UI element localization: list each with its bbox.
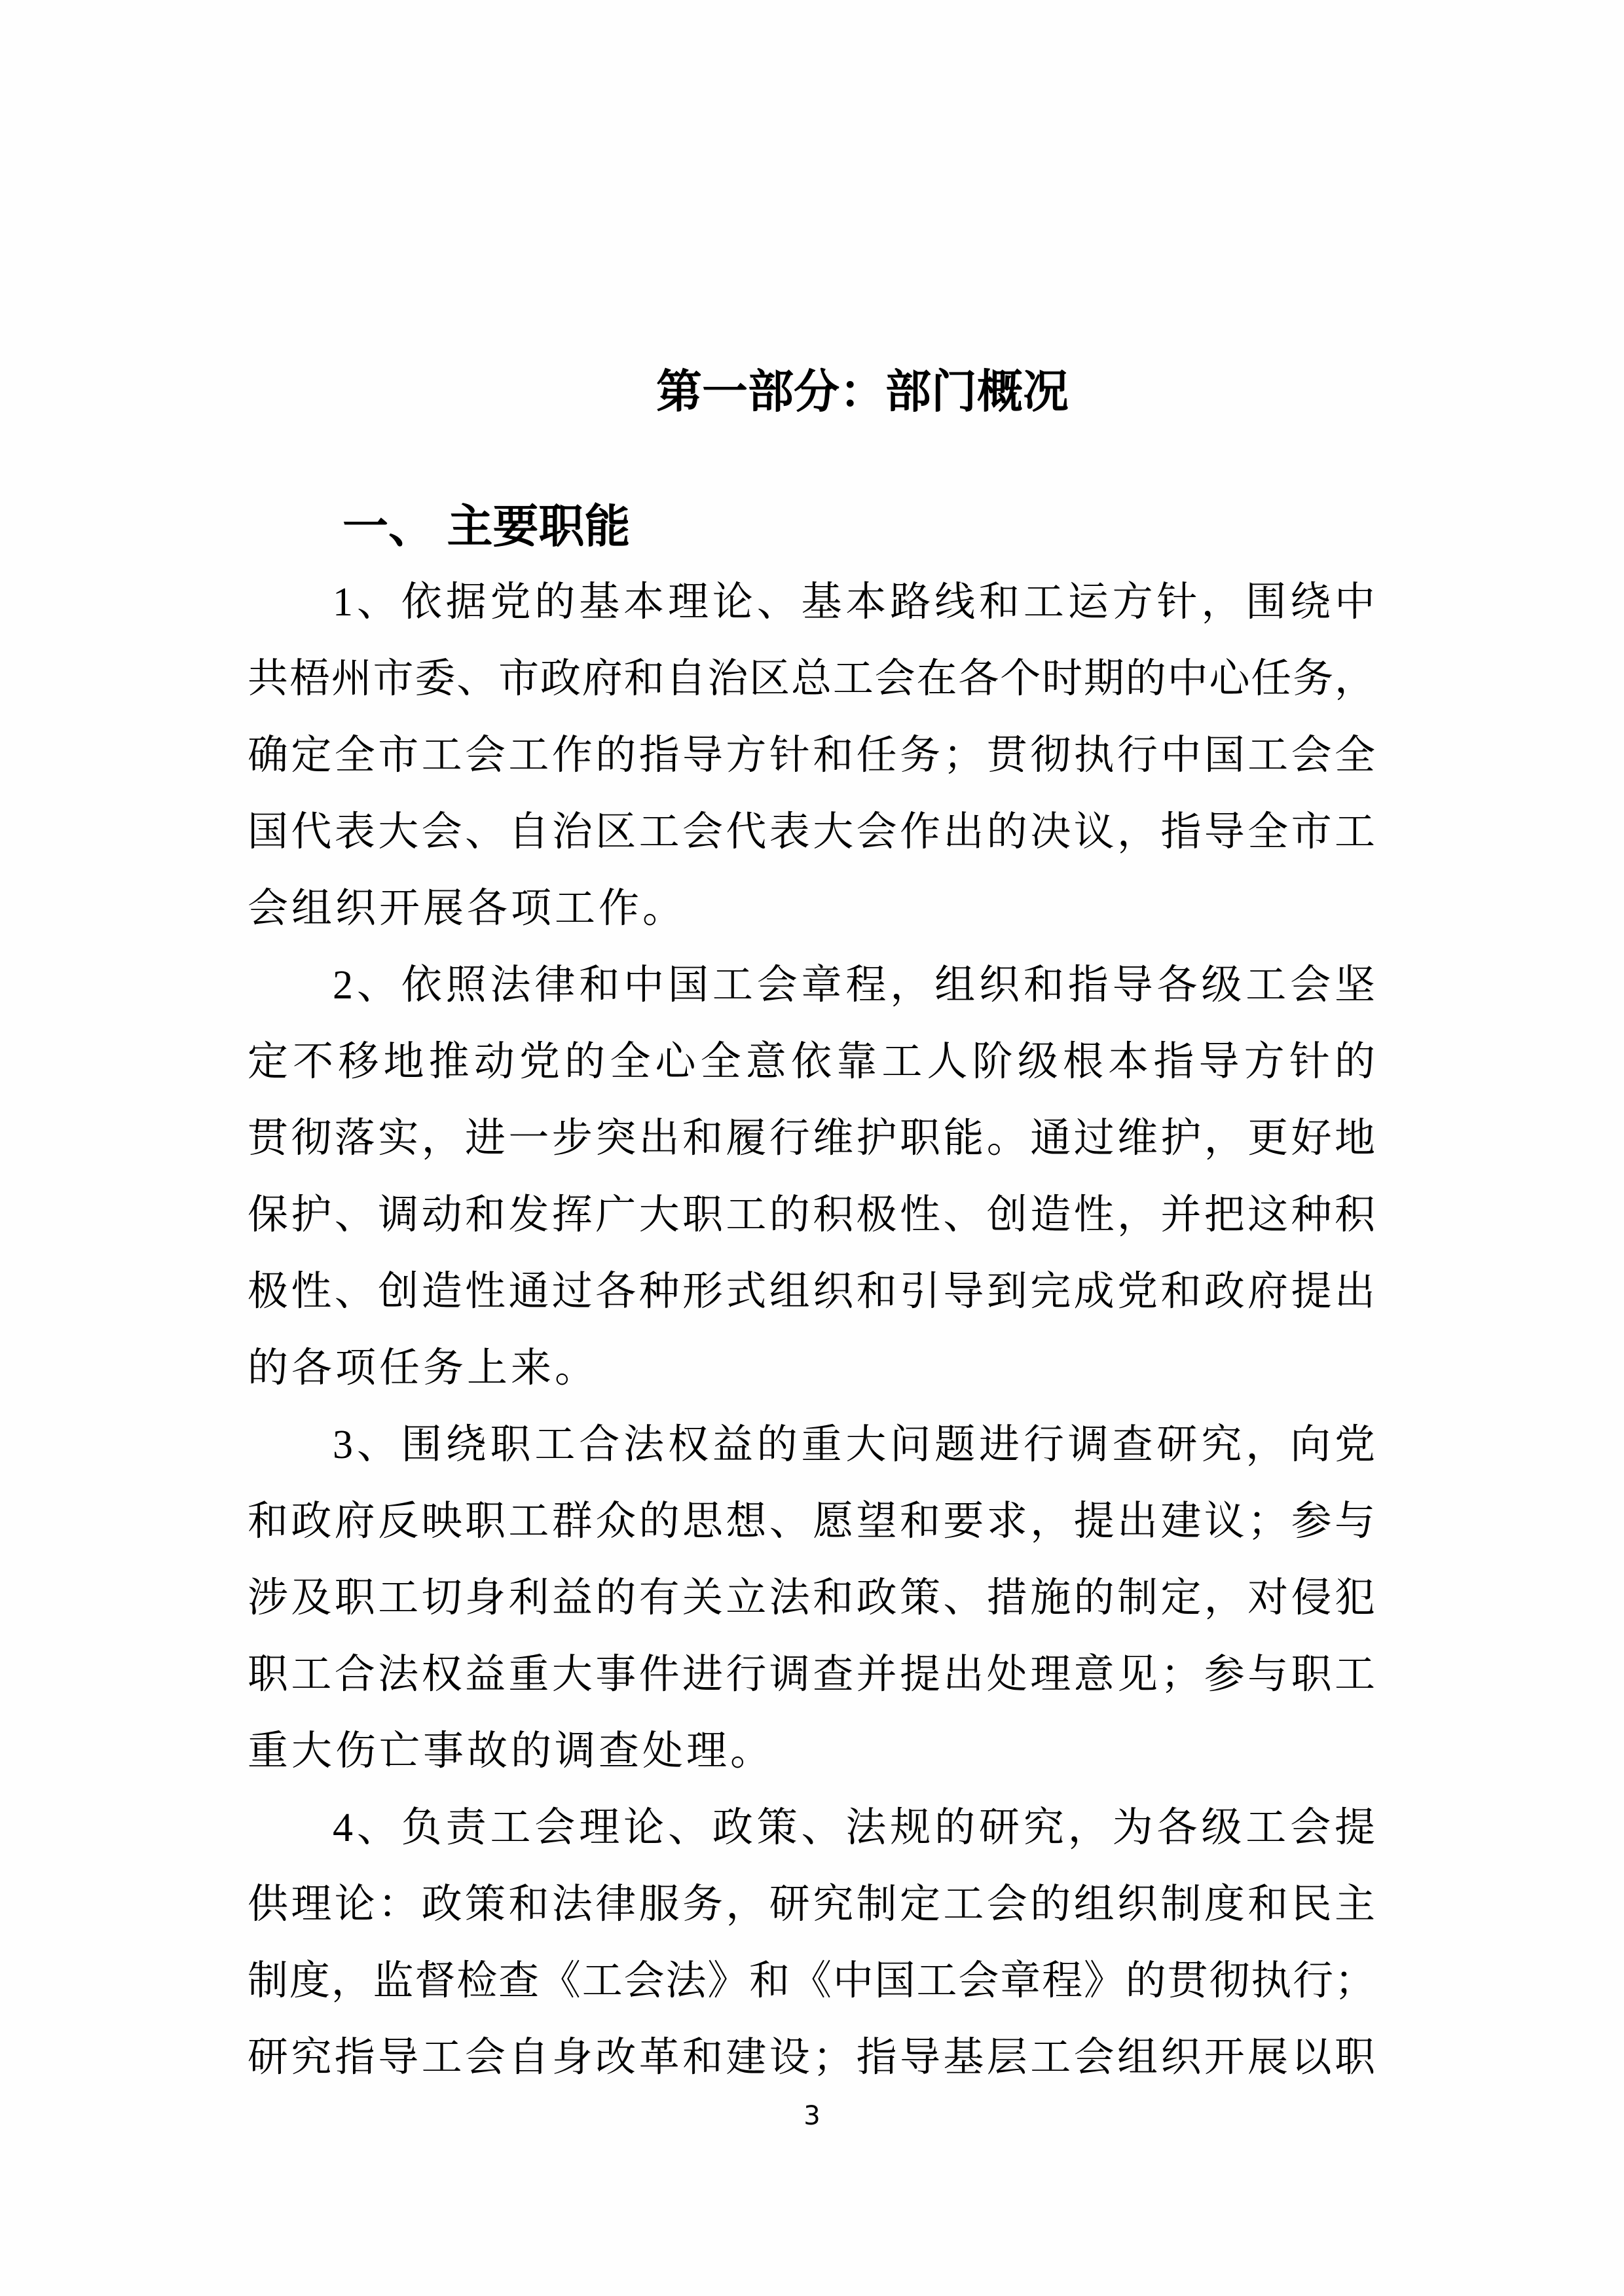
- body-line: 保护、调动和发挥广大职工的积极性、创造性，并把这种积: [248, 1193, 1375, 1237]
- page-title: 第一部分：部门概况: [656, 366, 1069, 417]
- body-line: 研究指导工会自身改革和建设；指导基层工会组织开展以职: [248, 2035, 1375, 2080]
- body-line: 的各项任务上来。: [248, 1346, 599, 1391]
- document-body: [248, 564, 1375, 2096]
- section-heading: 一、 主要职能: [342, 501, 631, 552]
- body-line: 重大伤亡事故的调查处理。: [248, 1729, 775, 1774]
- body-line: 极性、创造性通过各种形式组织和引导到完成党和政府提出: [248, 1269, 1375, 1314]
- body-line: 职工合法权益重大事件进行调查并提出处理意见；参与职工: [248, 1652, 1375, 1697]
- body-line: 贯彻落实，进一步突出和履行维护职能。通过维护，更好地: [248, 1116, 1375, 1161]
- body-line: 3、围绕职工合法权益的重大问题进行调查研究，向党: [333, 1423, 1375, 1467]
- body-line: 国代表大会、自治区工会代表大会作出的决议，指导全市工: [248, 810, 1375, 854]
- body-line: 供理论：政策和法律服务，研究制定工会的组织制度和民主: [248, 1882, 1375, 1927]
- body-line: 制度，监督检查《工会法》和《中国工会章程》的贯彻执行；: [248, 1959, 1375, 2003]
- body-line: 4、负责工会理论、政策、法规的研究，为各级工会提: [333, 1806, 1375, 1850]
- body-line: 会组织开展各项工作。: [248, 886, 687, 931]
- body-line: 确定全市工会工作的指导方针和任务；贯彻执行中国工会全: [248, 733, 1375, 778]
- body-line: 定不移地推动党的全心全意依靠工人阶级根本指导方针的: [248, 1040, 1375, 1084]
- page-number: 3: [803, 2101, 821, 2131]
- body-line: 1、依据党的基本理论、基本路线和工运方针，围绕中: [333, 580, 1375, 625]
- body-line: 涉及职工切身利益的有关立法和政策、措施的制定，对侵犯: [248, 1576, 1375, 1620]
- body-line: 和政府反映职工群众的思想、愿望和要求，提出建议；参与: [248, 1499, 1375, 1544]
- body-line: 2、依照法律和中国工会章程，组织和指导各级工会坚: [333, 963, 1375, 1008]
- body-line: 共梧州市委、市政府和自治区总工会在各个时期的中心任务，: [248, 657, 1375, 701]
